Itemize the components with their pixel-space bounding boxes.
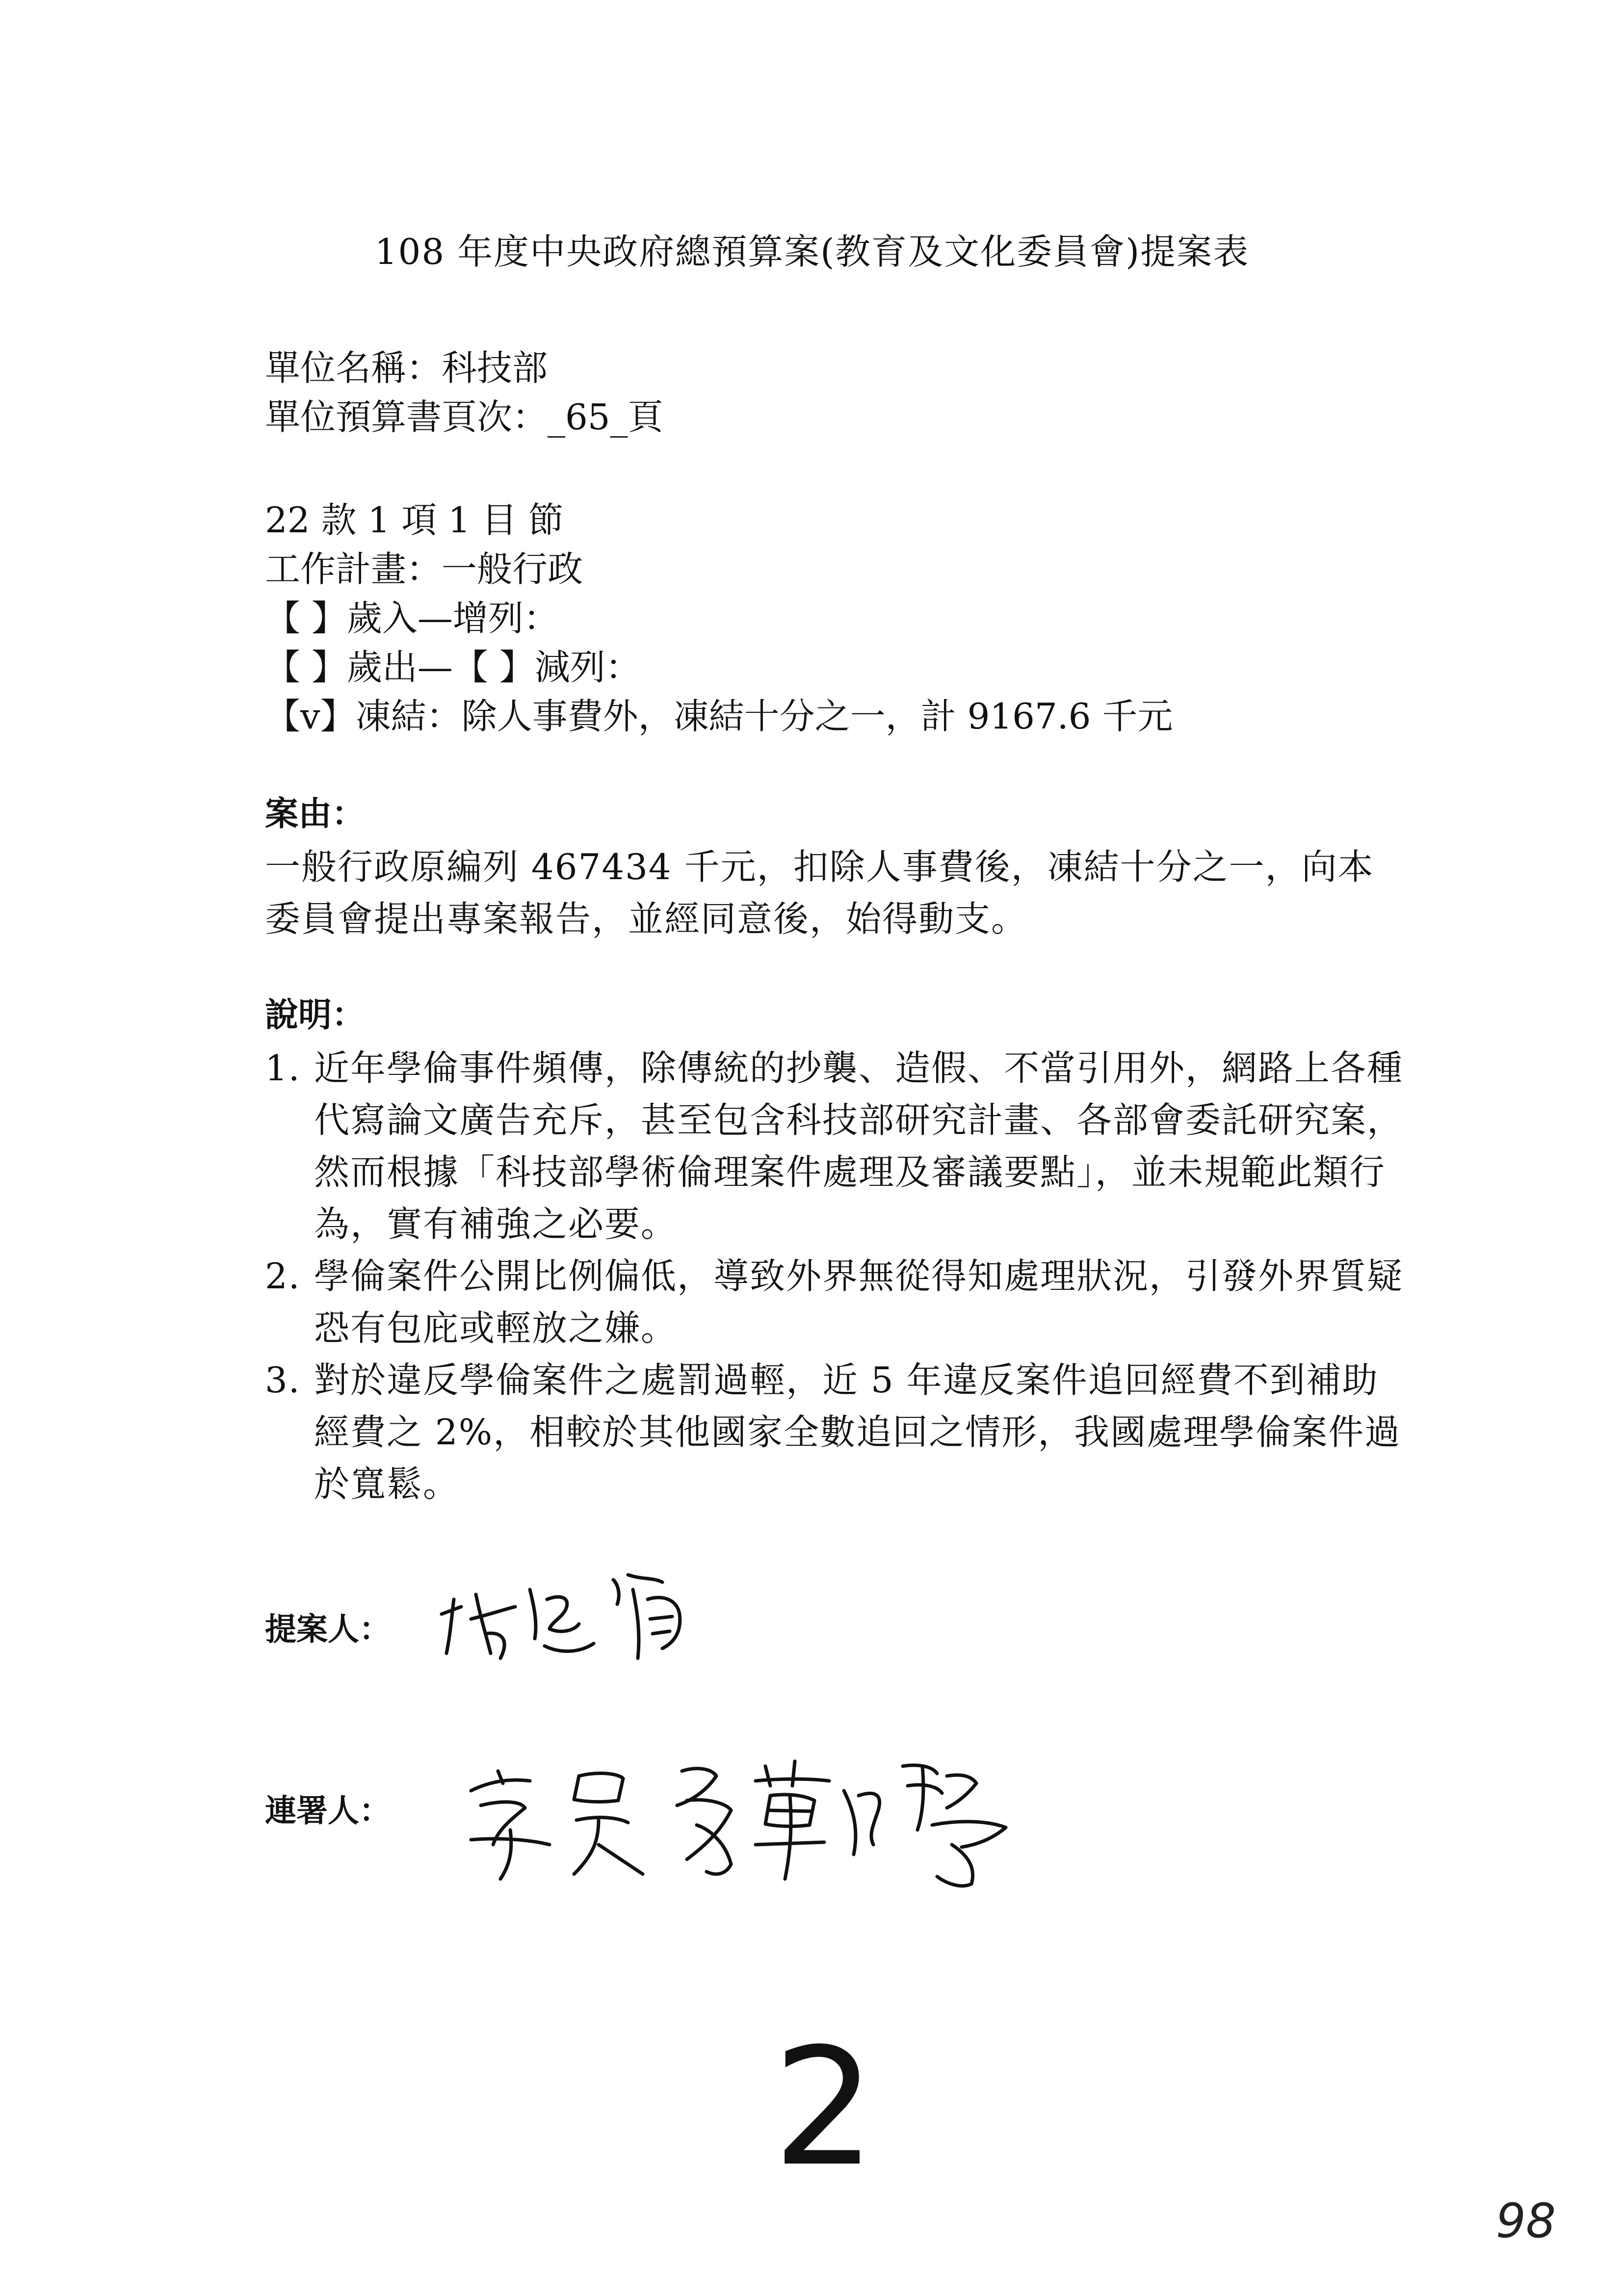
page-number xyxy=(760,2026,888,2183)
svg-text:98: 98 xyxy=(1495,2193,1556,2247)
explain-section xyxy=(265,991,1403,1510)
section-ref: 22 款 1 項 1 目 節 xyxy=(265,499,564,541)
reason-heading: 案由： xyxy=(265,795,366,834)
option-revenue: 【 】歲入—增列： xyxy=(265,598,559,639)
work-plan: 工作計畫：一般行政 xyxy=(265,548,583,590)
option-freeze: 【v】凍結：除人事費外，凍結十分之一，計 9167.6 千元 xyxy=(265,696,1173,737)
explain-item xyxy=(265,1354,1403,1510)
cosigner-signatures xyxy=(451,1747,1060,1894)
unit-info xyxy=(265,343,1403,442)
svg-text:2: 2 xyxy=(773,2026,876,2183)
document-title: 108 年度中央政府總預算案(教育及文化委員會)提案表 xyxy=(374,231,1250,272)
unit-budget-page: 單位預算書頁次：_65_頁 xyxy=(265,396,663,438)
option-expense: 【 】歲出—【 】減列： xyxy=(265,647,641,688)
proposer-label: 提案人： xyxy=(265,1612,391,1648)
explain-item-text: 近年學倫事件頻傳，除傳統的抄襲、造假、不當引用外，網路上各種代寫論文廣告充斥，甚至包含科技部研究計畫、各部會委託研究案，然而根據「科技部學術倫理案件處理及審議要點」，並未規範此類行為，實有補強之必要。 xyxy=(314,1047,1404,1245)
proposer-signature xyxy=(432,1560,736,1668)
unit-name: 單位名稱：科技部 xyxy=(265,347,548,389)
explain-item-number: 2. xyxy=(265,1255,301,1297)
reason-text: 一般行政原編列 467434 千元，扣除人事費後，凍結十分之一，向本委員會提出專案報告，並經同意後，始得動支。 xyxy=(265,846,1374,939)
explain-list xyxy=(265,1042,1403,1510)
explain-item-number: 1. xyxy=(265,1047,301,1089)
explain-item-number: 3. xyxy=(265,1359,301,1401)
budget-section xyxy=(265,496,1403,741)
explain-item-text: 學倫案件公開比例偏低，導致外界無從得知處理狀況，引發外界質疑恐有包庇或輕放之嫌。 xyxy=(314,1255,1404,1349)
reason-section xyxy=(265,790,1403,945)
explain-item-text: 對於違反學倫案件之處罰過輕，近 5 年違反案件追回經費不到補助經費之 2%，相較於其他國家全數追回之情形，我國處理學倫案件過於寬鬆。 xyxy=(314,1359,1401,1505)
cosigner-label: 連署人： xyxy=(265,1793,391,1829)
explain-heading: 說明： xyxy=(265,996,366,1035)
explain-item xyxy=(265,1250,1403,1354)
explain-item xyxy=(265,1042,1403,1250)
corner-number xyxy=(1487,2193,1565,2247)
